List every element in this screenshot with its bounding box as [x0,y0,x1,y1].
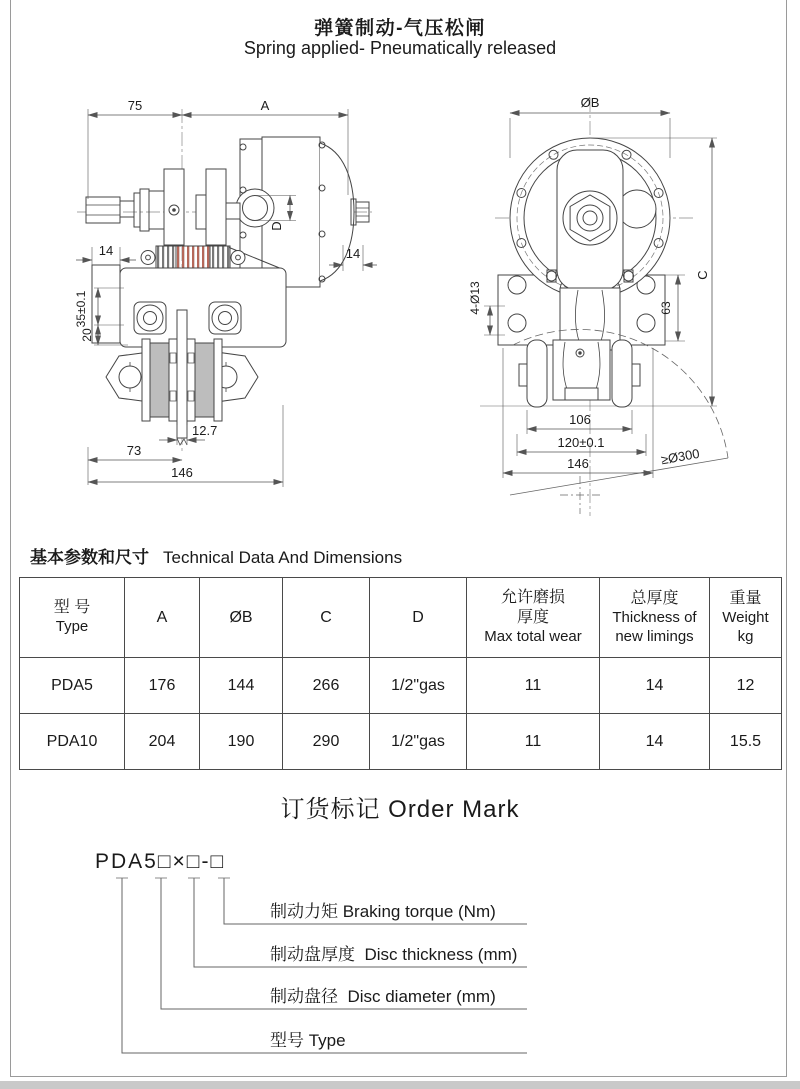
order-mark-title: 订货标记 Order Mark [280,796,520,823]
cell-d: 1/2"gas [370,658,467,714]
dim-min-O300: ≥Ø300 [659,445,701,468]
header-type: 型 号 Type [20,578,125,658]
dim-14-right: 14 [345,246,361,261]
header-thickness: 总厚度 Thickness of new limings [600,578,710,658]
cell-c: 290 [283,714,370,770]
dim-20: 20 [80,328,94,342]
dim-4xO13: 4-Ø13 [468,281,482,315]
dim-OB: ØB [580,95,600,110]
technical-drawing-front-view [465,92,785,522]
table-row-pda5 [20,658,782,714]
cell-d: 1/2"gas [370,714,467,770]
cell-a: 204 [125,714,200,770]
cell-weight: 15.5 [710,714,782,770]
dim-A: A [260,98,270,113]
dim-146-left: 146 [171,465,193,480]
order-mark-label-disc-thickness: 制动盘厚度 Disc thickness (mm) [270,945,518,964]
cell-wear: 11 [467,714,600,770]
header-a: A [125,578,200,658]
page-title-english: Spring applied- Pneumatically released [243,38,557,58]
caliper-body [92,265,286,347]
header-max-wear: 允许磨损 厚度 Max total wear [467,578,600,658]
page-title-chinese: 弹簧制动-气压松闸 [314,18,486,39]
header-c: C [283,578,370,658]
air-chamber [236,137,369,287]
cell-ob: 144 [200,658,283,714]
cell-ob: 190 [200,714,283,770]
order-mark-code: PDA5□×□-□ [95,850,226,873]
cell-type: PDA5 [20,658,125,714]
dim-D: D [269,221,284,231]
order-mark-label-type: 型号 Type [270,1031,346,1050]
header-ob: ØB [200,578,283,658]
cell-thickness: 14 [600,714,710,770]
dim-75: 75 [127,98,143,113]
technical-drawing-side-view [72,95,402,505]
disc-wheel-assembly [519,340,640,407]
section-heading-en: Technical Data And Dimensions [163,548,403,567]
cell-type: PDA10 [20,714,125,770]
cell-a: 176 [125,658,200,714]
section-heading-zh: 基本参数和尺寸 [30,548,149,567]
page-bottom-edge [0,1081,800,1089]
section-heading [30,543,402,568]
dim-35: 35±0.1 [74,290,88,328]
dim-73: 73 [126,443,142,458]
table-row-pda10 [20,714,782,770]
dim-63: 63 [659,301,673,315]
cell-c: 266 [283,658,370,714]
dim-146-right: 146 [567,456,589,471]
dim-12-7: 12.7 [192,423,218,438]
cell-thickness: 14 [600,658,710,714]
dim-14-left: 14 [98,243,114,258]
cell-weight: 12 [710,658,782,714]
technical-data-table [19,577,782,770]
header-d: D [370,578,467,658]
dim-C: C [695,270,710,280]
table-header-row [20,578,782,658]
dim-106: 106 [569,412,591,427]
order-mark-label-braking-torque: 制动力矩 Braking torque (Nm) [270,902,496,921]
header-weight: 重量 Weight kg [710,578,782,658]
air-chamber-front [510,138,670,298]
cell-wear: 11 [467,658,600,714]
dim-120: 120±0.1 [557,435,605,450]
order-mark-label-disc-diameter: 制动盘径 Disc diameter (mm) [270,987,496,1006]
